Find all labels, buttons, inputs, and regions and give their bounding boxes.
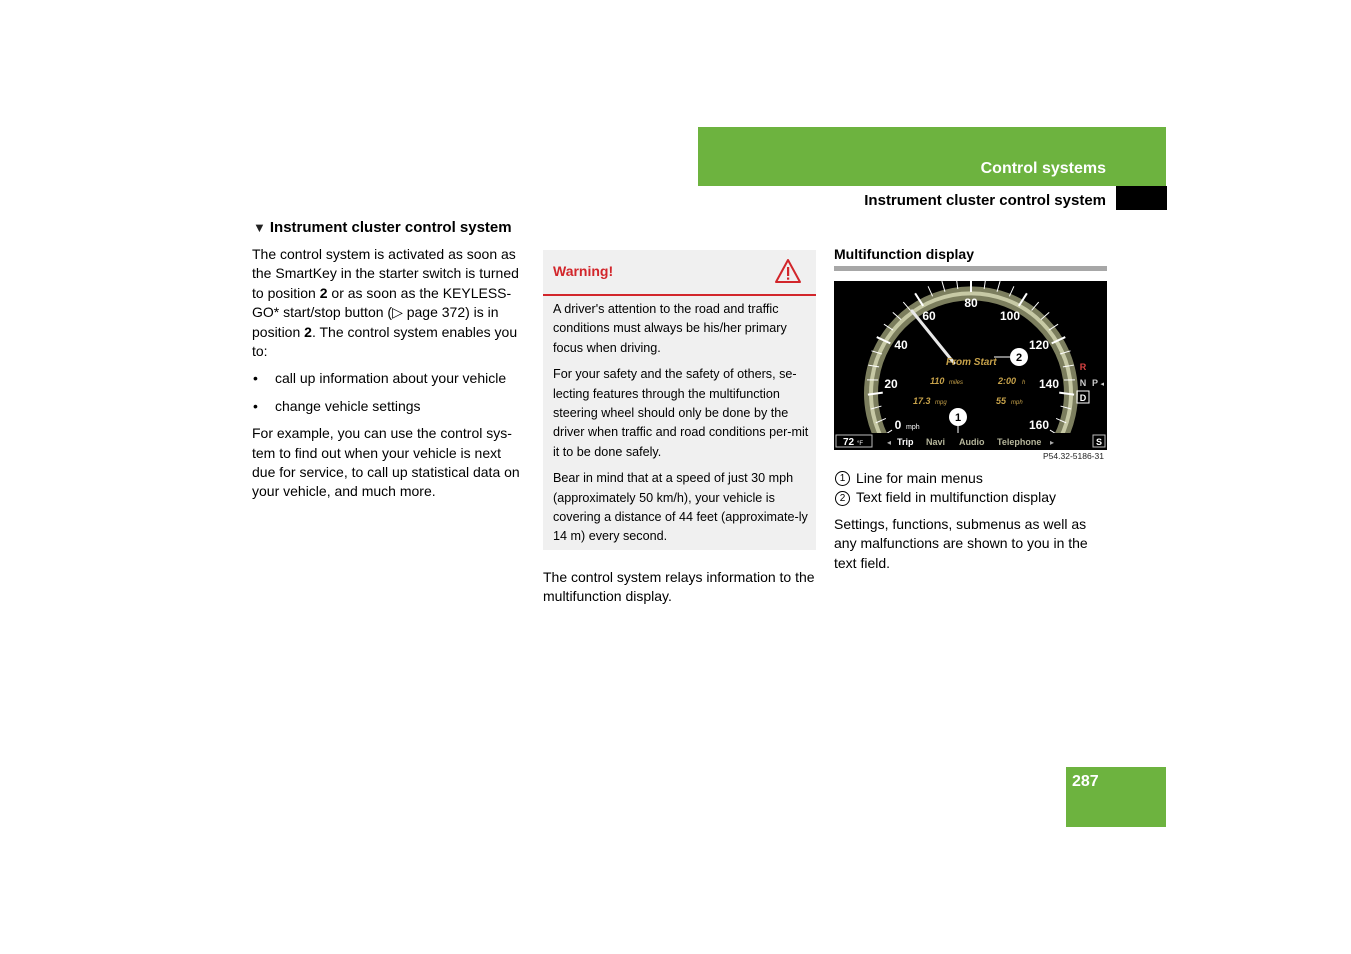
time-value: 2:00 [998,376,1017,386]
legend-item: 1 Line for main menus [834,469,1109,488]
relay-paragraph: The control system relays information to the multifunction display. [543,569,815,605]
legend [834,469,1109,508]
triangle-down-icon: ▼ [253,220,266,235]
list-item: • call up information about your vehicle [252,369,527,388]
gear-r: R [1079,362,1087,372]
menu-audio: Audio [959,437,985,447]
textfield-paragraph: Settings, functions, submenus as well as any malfunctions are shown to you in the text field. [834,516,1088,571]
menu-trip: Trip [897,437,914,447]
legend-number: 2 [835,491,850,506]
legend-number: 1 [835,471,850,486]
subsection-title: Instrument cluster control system [864,192,1106,209]
distance-unit: miles [949,380,964,386]
warning-label: Warning! [553,263,614,279]
tick-label: 160 [1028,418,1050,432]
outside-temp: 72 [843,437,855,448]
time-unit: h [1022,380,1026,386]
feature-list [252,369,527,416]
tick-label: 20 [884,377,898,391]
tick-label: 100 [999,309,1021,323]
menu-left-arrow-icon: ◂ [887,438,892,447]
svg-text:2: 2 [1015,352,1023,364]
tick-label: 140 [1038,377,1060,391]
section-title: Control systems [980,160,1106,177]
warning-box [543,250,816,550]
gear-d: D [1079,393,1087,403]
avg-speed-unit: mph [1011,400,1023,406]
mpg-value: 17.3 [913,396,931,406]
speed-unit: mph [906,424,920,431]
gear-mode: S [1095,437,1103,447]
example-paragraph: For example, you can use the control sys-tem to find out when your vehicle is next due for service, to call up statistical data on your vehicle, and much more. [252,425,520,500]
instrument-cluster-image [834,281,1107,450]
gear-p: P [1091,378,1099,388]
svg-text:1: 1 [954,412,962,424]
warning-triangle-icon [774,258,802,284]
menu-right-arrow-icon: ▸ [1050,438,1055,447]
warning-paragraph: Bear in mind that at a speed of just 30 mph (approximately 50 km/h), your vehicle is covering a distance of 44 feet (approximate-ly 14 m) every second. [553,471,808,544]
mpg-unit: mpg [935,400,947,406]
legend-item: 2 Text field in multifunction display [834,488,1109,507]
warning-body [553,300,809,554]
tick-label: 80 [964,296,978,310]
tick-label: 40 [894,338,908,352]
arrow-left-icon: ◂ [1100,381,1104,388]
avg-speed-value: 55 [996,396,1007,406]
tick-label: 0 [894,418,902,432]
mfd-heading: Multifunction display [834,246,974,262]
header-tab-marker [1116,186,1167,210]
intro-paragraph: The control system is activated as soon as the SmartKey in the starter switch is turned to position 2 or as soon as the KEYLESS-GO* start/stop button (▷ page 372) is in position 2. The control system enables you to: [252,246,519,360]
warning-header [543,250,816,296]
image-code: P54.32-5186-31 [1043,451,1104,461]
warning-paragraph: For your safety and the safety of others, se-lecting features through the multifunction steering wheel should only be done by the driver when traffic and road conditions per-mit it to be done safely. [553,367,809,459]
gear-n: N [1079,378,1087,388]
trip-title: From Start [946,357,997,368]
section-heading: ▼ Instrument cluster control system [253,219,512,236]
list-item: • change vehicle settings [252,397,527,416]
tick-label: 60 [922,309,936,323]
warning-paragraph: A driver's attention to the road and traffic conditions must always be his/her primary focus when driving. [553,302,787,355]
menu-telephone: Telephone [997,437,1042,447]
heading-rule [834,266,1107,271]
page-ref-arrow-icon: ▷ [392,304,403,321]
intro-column [252,245,527,510]
menu-navi: Navi [926,437,946,447]
distance-value: 110 [930,376,945,386]
temp-unit: °F [857,441,864,447]
tick-label: 120 [1028,338,1050,352]
page-number: 287 [1072,773,1099,790]
